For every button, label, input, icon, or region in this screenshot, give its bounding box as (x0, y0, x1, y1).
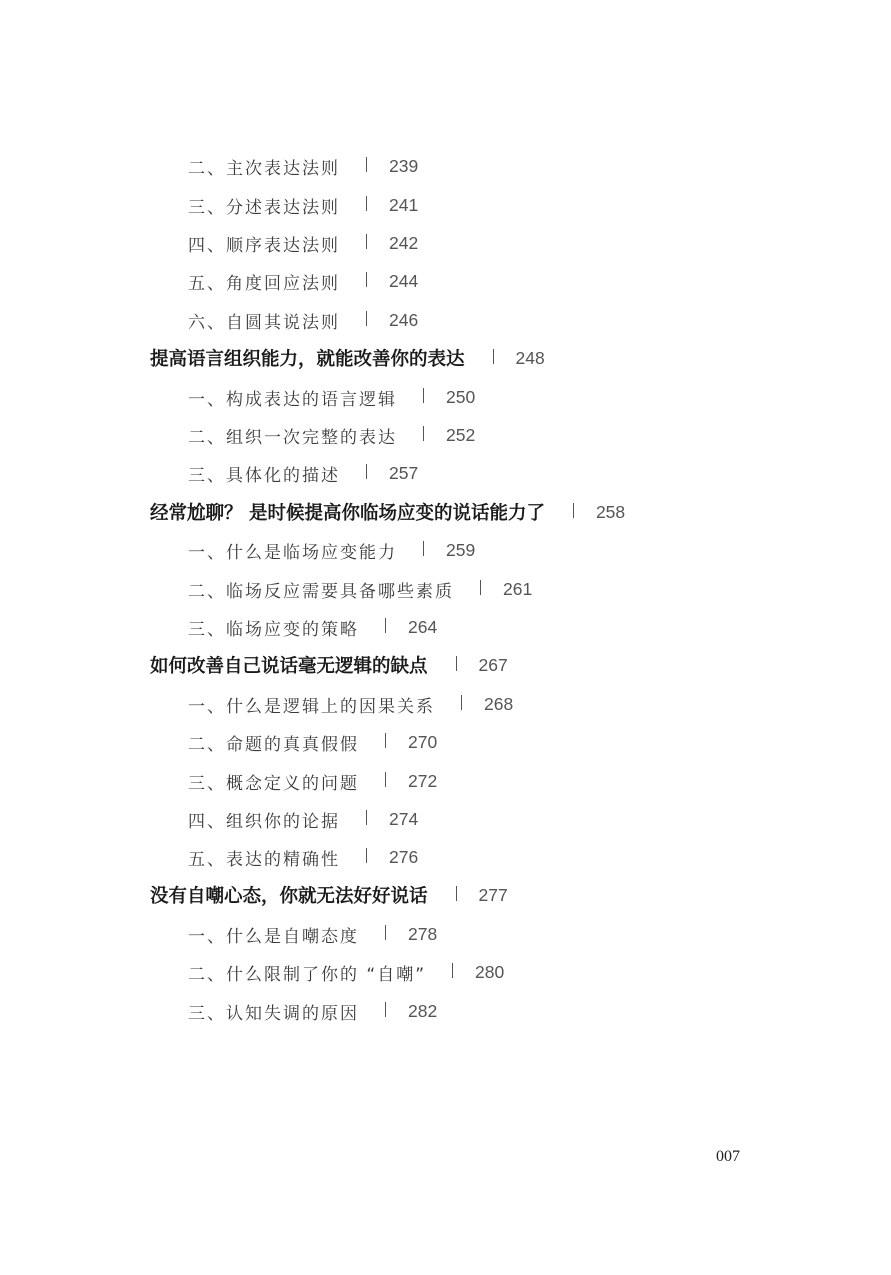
toc-entry (0, 535, 475, 565)
toc-entry (0, 151, 418, 181)
separator-bar (366, 234, 367, 249)
toc-entry-page: 261 (503, 578, 533, 599)
toc-entry-title: 五、角度回应法则 (188, 273, 340, 294)
toc-entry-title: 一、什么是逻辑上的因果关系 (188, 696, 435, 717)
toc-entry-page: 282 (408, 1000, 438, 1021)
toc-entry-page: 241 (389, 194, 419, 215)
separator-bar (385, 772, 386, 787)
separator-bar (385, 618, 386, 633)
toc-entry (0, 190, 418, 220)
separator-bar (573, 503, 574, 518)
toc-entry-title: 五、表达的精确性 (188, 849, 340, 870)
toc-entry (0, 689, 513, 719)
toc-entry-page: 280 (475, 961, 505, 982)
toc-entry (0, 766, 437, 796)
toc-entry-title: 六、自圆其说法则 (188, 312, 340, 333)
toc-entry-title: 四、顺序表达法则 (188, 235, 340, 256)
toc-entry-title: 二、临场反应需要具备哪些素质 (188, 581, 454, 602)
toc-chapter-title: 没有自嘲心态，你就无法好好说话 (150, 886, 428, 907)
separator-bar (385, 1002, 386, 1017)
toc-entry (0, 919, 437, 949)
toc-entry-page: 274 (389, 808, 419, 829)
separator-bar (366, 311, 367, 326)
toc-chapter (0, 343, 545, 373)
separator-bar (385, 733, 386, 748)
toc-chapter-title: 如何改善自己说话毫无逻辑的缺点 (150, 656, 428, 677)
toc-entry-title: 一、什么是临场应变能力 (188, 542, 397, 563)
toc-entry-title: 三、分述表达法则 (188, 197, 340, 218)
toc-entry (0, 420, 475, 450)
toc-chapter (0, 650, 508, 680)
separator-bar (385, 925, 386, 940)
toc-entry-title: 三、具体化的描述 (188, 465, 340, 486)
separator-bar (423, 388, 424, 403)
toc-entry-page: 252 (446, 424, 476, 445)
toc-entry-title: 三、认知失调的原因 (188, 1003, 359, 1024)
toc-chapter-page: 248 (515, 347, 545, 368)
toc-entry-title: 二、主次表达法则 (188, 158, 340, 179)
toc-entry-title: 二、命题的真真假假 (188, 734, 359, 755)
separator-bar (480, 580, 481, 595)
toc-entry (0, 842, 418, 872)
toc-entry-title: 一、什么是自嘲态度 (188, 926, 359, 947)
toc-entry (0, 228, 418, 258)
toc-entry-page: 250 (446, 386, 476, 407)
toc-entry (0, 574, 532, 604)
toc-entry (0, 266, 418, 296)
separator-bar (461, 695, 462, 710)
separator-bar (366, 810, 367, 825)
separator-bar (366, 196, 367, 211)
toc-entry (0, 458, 418, 488)
toc-entry (0, 727, 437, 757)
toc-entry (0, 996, 437, 1026)
toc-entry-title: 一、构成表达的语言逻辑 (188, 389, 397, 410)
toc-entry-title: 三、概念定义的问题 (188, 773, 359, 794)
separator-bar (452, 963, 453, 978)
toc-entry-title: 四、组织你的论据 (188, 811, 340, 832)
separator-bar (493, 349, 494, 364)
toc-entry-page: 268 (484, 693, 514, 714)
toc-entry-page: 257 (389, 462, 419, 483)
toc-entry (0, 612, 437, 642)
separator-bar (366, 157, 367, 172)
toc-chapter-title: 提高语言组织能力，就能改善你的表达 (150, 349, 465, 370)
toc-entry-page: 239 (389, 155, 419, 176)
toc-entry-title: 二、组织一次完整的表达 (188, 427, 397, 448)
toc-entry-page: 264 (408, 616, 438, 637)
toc-chapter-page: 277 (478, 884, 508, 905)
toc-chapter-title: 经常尬聊？ 是时候提高你临场应变的说话能力了 (150, 503, 545, 524)
toc-entry-page: 270 (408, 731, 438, 752)
separator-bar (456, 656, 457, 671)
toc-entry-page: 246 (389, 309, 419, 330)
toc-entry (0, 305, 418, 335)
toc-entry-page: 278 (408, 923, 438, 944)
toc-entry-page: 242 (389, 232, 419, 253)
toc-entry (0, 804, 418, 834)
toc-entry-page: 244 (389, 270, 419, 291)
toc-entry-page: 276 (389, 846, 419, 867)
separator-bar (366, 848, 367, 863)
toc-entry (0, 382, 475, 412)
separator-bar (366, 272, 367, 287)
separator-bar (366, 464, 367, 479)
separator-bar (456, 886, 457, 901)
toc-chapter (0, 880, 508, 910)
toc-entry-page: 259 (446, 539, 476, 560)
separator-bar (423, 541, 424, 556)
toc-chapter-page: 267 (478, 654, 508, 675)
toc-entry-page: 272 (408, 770, 438, 791)
toc-entry-title: 二、什么限制了你的 “自嘲” (188, 964, 427, 985)
toc-entry-title: 三、临场应变的策略 (188, 619, 359, 640)
toc-entry (0, 957, 504, 987)
page-number: 007 (716, 1148, 740, 1165)
separator-bar (423, 426, 424, 441)
toc-chapter (0, 497, 625, 527)
toc-chapter-page: 258 (595, 501, 626, 522)
